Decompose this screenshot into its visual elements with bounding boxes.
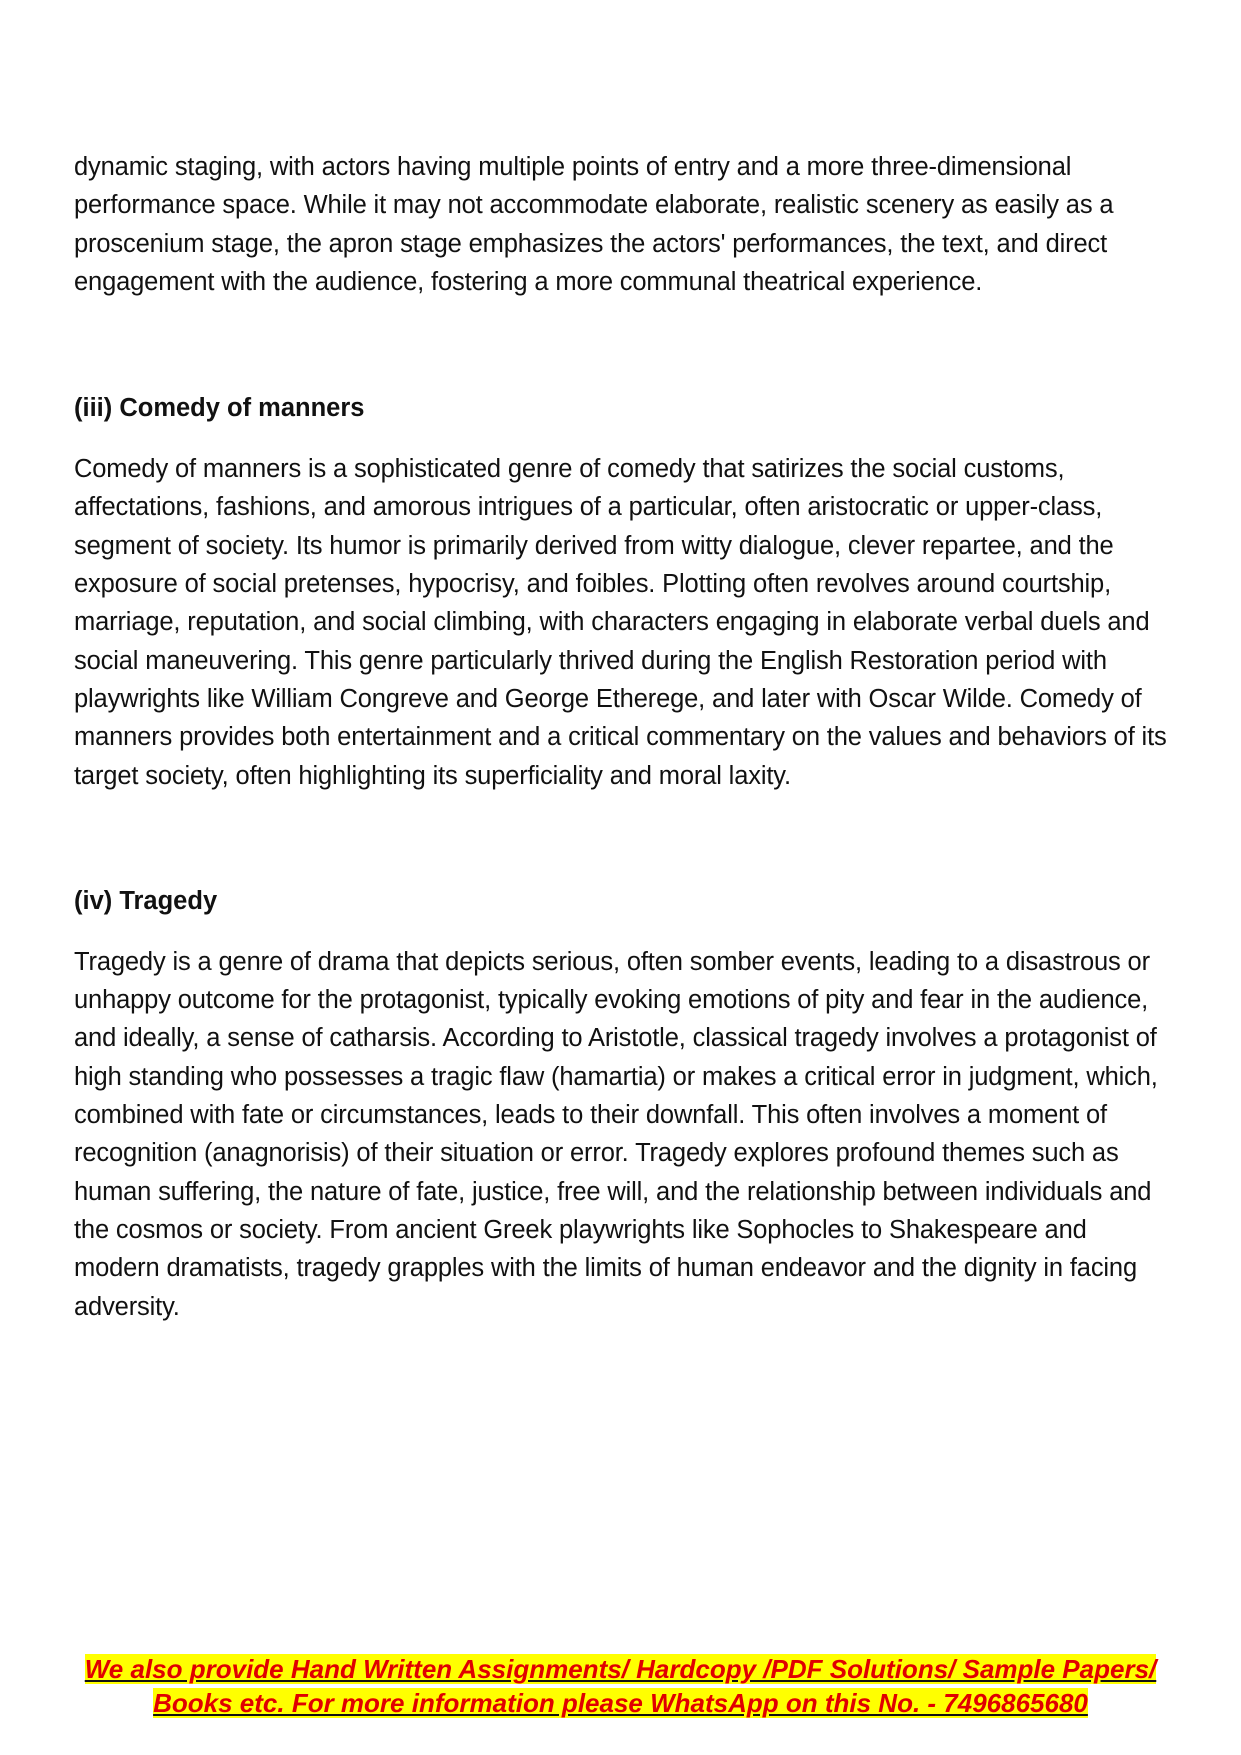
intro-paragraph: dynamic staging, with actors having multiple points of entry and a more three-dimensional performance space. While it may not accommodate elaborate, realistic scenery as easily as a proscenium stage, the apron stage emphasizes the actors' performances, the text, and direct engagement with the audience, fostering a more communal theatrical experience. [74, 153, 1114, 296]
comedy-of-manners-heading: (iii) Comedy of manners [74, 394, 365, 423]
comedy-of-manners-paragraph: Comedy of manners is a sophisticated genre of comedy that satirizes the social customs, affectations, fashions, and amorous intrigues of a particular, often aristocratic or upper-class, segment of society. Its humor is primarily derived from witty dialogue, clever repartee, and the exposure of social pretenses, hypocrisy, and foibles. Plotting often revolves around courtship, marriage, reputation, and social climbing, with characters engaging in elaborate verbal duels and social maneuvering. This genre particularly thrived during the English Restoration period with playwrights like William Congreve and George Etherege, and later with Oscar Wilde. Comedy of manners provides both entertainment and a critical commentary on the values and behaviors of its target society, often highlighting its superficiality and moral laxity. [74, 455, 1167, 790]
tragedy-heading: (iv) Tragedy [74, 886, 218, 915]
promo-footer-line-2: Books etc. For more information please WhatsApp on this No. - 7496865680 [153, 1688, 1088, 1718]
document-page [74, 148, 1174, 1326]
promo-footer [0, 1652, 1241, 1720]
tragedy-paragraph: Tragedy is a genre of drama that depicts serious, often somber events, leading to a disastrous or unhappy outcome for the protagonist, typically evoking emotions of pity and fear in the audience, and ideally, a sense of catharsis. According to Aristotle, classical tragedy involves a protagonist of high standing who possesses a tragic flaw (hamartia) or makes a critical error in judgment, which, combined with fate or circumstances, leads to their downfall. This often involves a moment of recognition (anagnorisis) of their situation or error. Tragedy explores profound themes such as human suffering, the nature of fate, justice, free will, and the relationship between individuals and the cosmos or society. From ancient Greek playwrights like Sophocles to Shakespeare and modern dramatists, tragedy grapples with the limits of human endeavor and the dignity in facing adversity. [74, 947, 1158, 1321]
promo-footer-line-1: We also provide Hand Written Assignments/ Hardcopy /PDF Solutions/ Sample Papers/ [84, 1654, 1157, 1684]
